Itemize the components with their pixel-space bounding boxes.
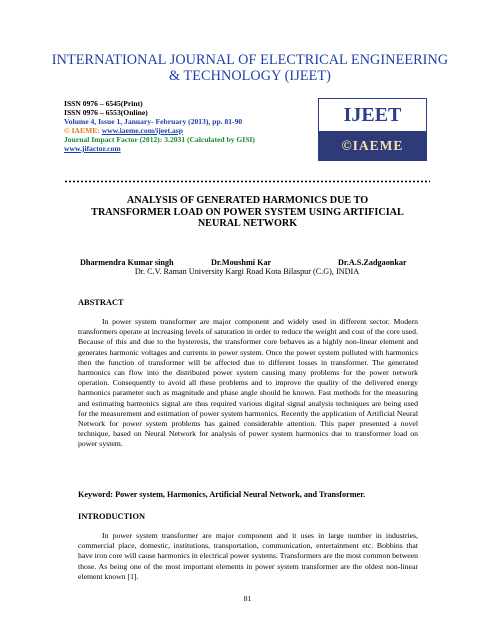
- issn-online: ISSN 0976 – 6553(Online): [64, 108, 148, 117]
- paper-title: [60, 195, 435, 230]
- abstract-heading: ABSTRACT: [78, 298, 124, 307]
- abstract-text: In power system transformer are major component and widely used in different sector. Modern transformers operate at increasing levels of saturation in order to reduce the weight and cost of the core used. Because of this and due to the hysteresis, the transformer core behaves as a highly non-linear element and generates harmonic voltages and currents in power system. Once the power system polluted with harmonics then the function of transformer will be affected due to different losses in transformer. The generated harmonics can flow into the distributed power system causing many problems for the power network operation. Consequently to avoid all these problems and to improve the quality of the delivered energy harmonics parameter such as magnitude and phase angle should be known. Fast methods for the measuring and estimating harmonics signal are thus required various digital signal analysis techniques are being used for the measurement and estimation of power system harmonics. Recently the application of Artificial Neural Network for power system problems has gained considerable attention. This paper presented a novel technique, based on Neural Network for analysis of power system harmonics due to transformer load on power system.: [78, 317, 418, 449]
- author-3: Dr.A.S.Zadgaonkar: [338, 258, 407, 267]
- introduction-heading: INTRODUCTION: [78, 512, 146, 521]
- journal-metadata: [64, 99, 255, 153]
- logo-iaeme-text: ©IAEME: [319, 131, 426, 160]
- introduction-text: In power system transformer are major component and it uses in large number in industries, commercial place, domestic, institutions, transportation, communication, entertainment etc. Bobbins that have iron core will cause harmonics in electrical power systems. Transformers are the most common between those. As being one of the most important elements in power system transformer are the oldest non-linear element known [1].: [78, 531, 418, 581]
- affiliation: Dr. C.V. Raman University Kargi Road Kota Bilaspur (C.G), INDIA: [134, 267, 360, 276]
- journal-title: [30, 53, 470, 84]
- introduction-body: [78, 531, 418, 582]
- copyright-label: © IAEME:: [64, 126, 100, 135]
- author-2: Dr.Moushmi Kar: [211, 258, 272, 267]
- journal-title-line2: & TECHNOLOGY (IJEET): [169, 67, 331, 84]
- jifactor-link[interactable]: www.jifactor.com: [64, 144, 121, 153]
- journal-website-link[interactable]: www.iaeme.com/ijeet.asp: [101, 126, 183, 135]
- journal-title-line1: INTERNATIONAL JOURNAL OF ELECTRICAL ENGINEERING: [51, 52, 449, 68]
- page-number: 81: [243, 594, 252, 603]
- dotted-divider: [64, 180, 430, 183]
- paper-title-line1: ANALYSIS OF GENERATED HARMONICS DUE TO: [126, 195, 369, 206]
- issn-print: ISSN 0976 – 6545(Print): [64, 99, 143, 108]
- abstract-body: [78, 317, 418, 450]
- paper-title-line2: TRANSFORMER LOAD ON POWER SYSTEM USING ARTIFICIAL: [91, 206, 404, 218]
- logo-ijeet-text: IJEET: [319, 99, 426, 131]
- author-1: Dharmendra Kumar singh: [80, 258, 174, 267]
- ijeet-logo: [318, 98, 427, 161]
- paper-title-line3: NEURAL NETWORK: [197, 218, 298, 229]
- impact-factor: Journal Impact Factor (2012): 3.2031 (Calculated by GISI): [64, 135, 255, 144]
- volume-info: Volume 4, Issue 1, January- February (2013), pp. 81-90: [64, 117, 243, 126]
- keywords: Keyword: Power system, Harmonics, Artificial Neural Network, and Transformer.: [78, 490, 366, 499]
